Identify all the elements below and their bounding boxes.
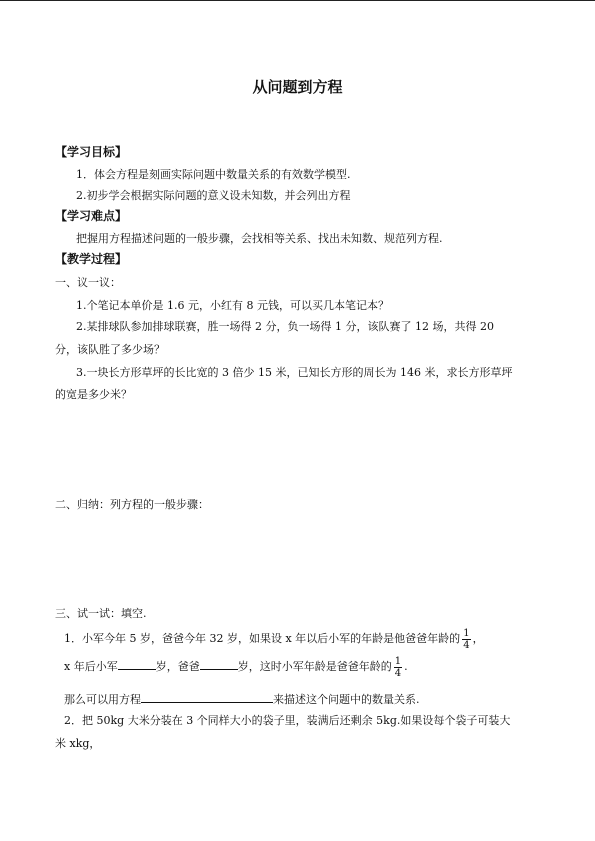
problem-1-line-1 bbox=[64, 624, 484, 654]
question-2-line-2: 分，该队胜了多少场？ bbox=[55, 343, 165, 356]
question-1: 1.个笔记本单价是 1.6 元，小红有 8 元钱，可以买几本笔记本？ bbox=[76, 299, 389, 312]
problem-1-text-b2: 岁，爸爸 bbox=[155, 660, 200, 673]
problem-1-text-b3: 岁，这时小军年龄是爸爸年龄的 bbox=[237, 660, 392, 673]
blank-xiaojun-age[interactable] bbox=[118, 658, 156, 670]
question-3-line-2: 的宽是多少米？ bbox=[55, 388, 132, 401]
problem-1-line-3 bbox=[64, 691, 420, 707]
problem-2-line-2: 米 xkg， bbox=[55, 737, 101, 750]
heading-teaching-process: 【教学过程】 bbox=[55, 252, 128, 266]
problem-1-text-a: 1．小军今年 5 岁，爸爸今年 32 岁，如果设 x 年以后小军的年龄是他爸爸年龄的 bbox=[64, 632, 461, 645]
difficulty-text: 把握用方程描述问题的一般步骤，会找相等关系、找出未知数、规范列方程. bbox=[76, 232, 443, 245]
part2-label: 二、归纳：列方程的一般步骤： bbox=[55, 498, 209, 511]
page-title: 从问题到方程 bbox=[252, 78, 343, 96]
problem-1-text-b1: x 年后小军 bbox=[64, 660, 118, 673]
problem-1-text-b-end: . bbox=[404, 660, 408, 673]
fraction-denominator: 4 bbox=[463, 639, 470, 651]
fraction-denominator-2: 4 bbox=[394, 667, 402, 679]
blank-father-age[interactable] bbox=[200, 658, 238, 670]
heading-learning-difficulty: 【学习难点】 bbox=[55, 209, 128, 223]
question-2-line-1: 2.某排球队参加排球联赛，胜一场得 2 分，负一场得 1 分，该队赛了 12 场，共得 20 bbox=[76, 320, 494, 333]
goal-item-1: 1．体会方程是刻画实际问题中数量关系的有效数学模型. bbox=[76, 168, 351, 181]
problem-1-text-c1: 那么可以用方程 bbox=[64, 693, 141, 706]
fraction-one-quarter bbox=[462, 628, 470, 651]
problem-2-line-1: 2．把 50kg 大米分装在 3 个同样大小的袋子里，装满后还剩余 5kg.如果设每个袋子可装大 bbox=[64, 714, 511, 727]
part1-label: 一、议一议： bbox=[55, 276, 121, 289]
problem-1-text-c2: 来描述这个问题中的数量关系. bbox=[273, 693, 420, 706]
fraction-one-quarter-2 bbox=[394, 656, 402, 679]
blank-equation[interactable] bbox=[141, 691, 273, 703]
question-3-line-1: 3.一块长方形草坪的长比宽的 3 倍少 15 米，已知长方形的周长为 146 米，求长方形草坪 bbox=[76, 366, 513, 379]
fraction-numerator: 1 bbox=[463, 627, 470, 639]
heading-learning-goals: 【学习目标】 bbox=[55, 145, 128, 159]
fraction-numerator-2: 1 bbox=[394, 655, 402, 667]
problem-1-text-a-end: ， bbox=[472, 632, 484, 645]
problem-1-line-2 bbox=[64, 652, 408, 682]
top-border-line bbox=[0, 0, 595, 1]
part3-label: 三、试一试：填空. bbox=[55, 607, 147, 620]
goal-item-2: 2.初步学会根据实际问题的意义设未知数，并会列出方程 bbox=[76, 189, 351, 202]
